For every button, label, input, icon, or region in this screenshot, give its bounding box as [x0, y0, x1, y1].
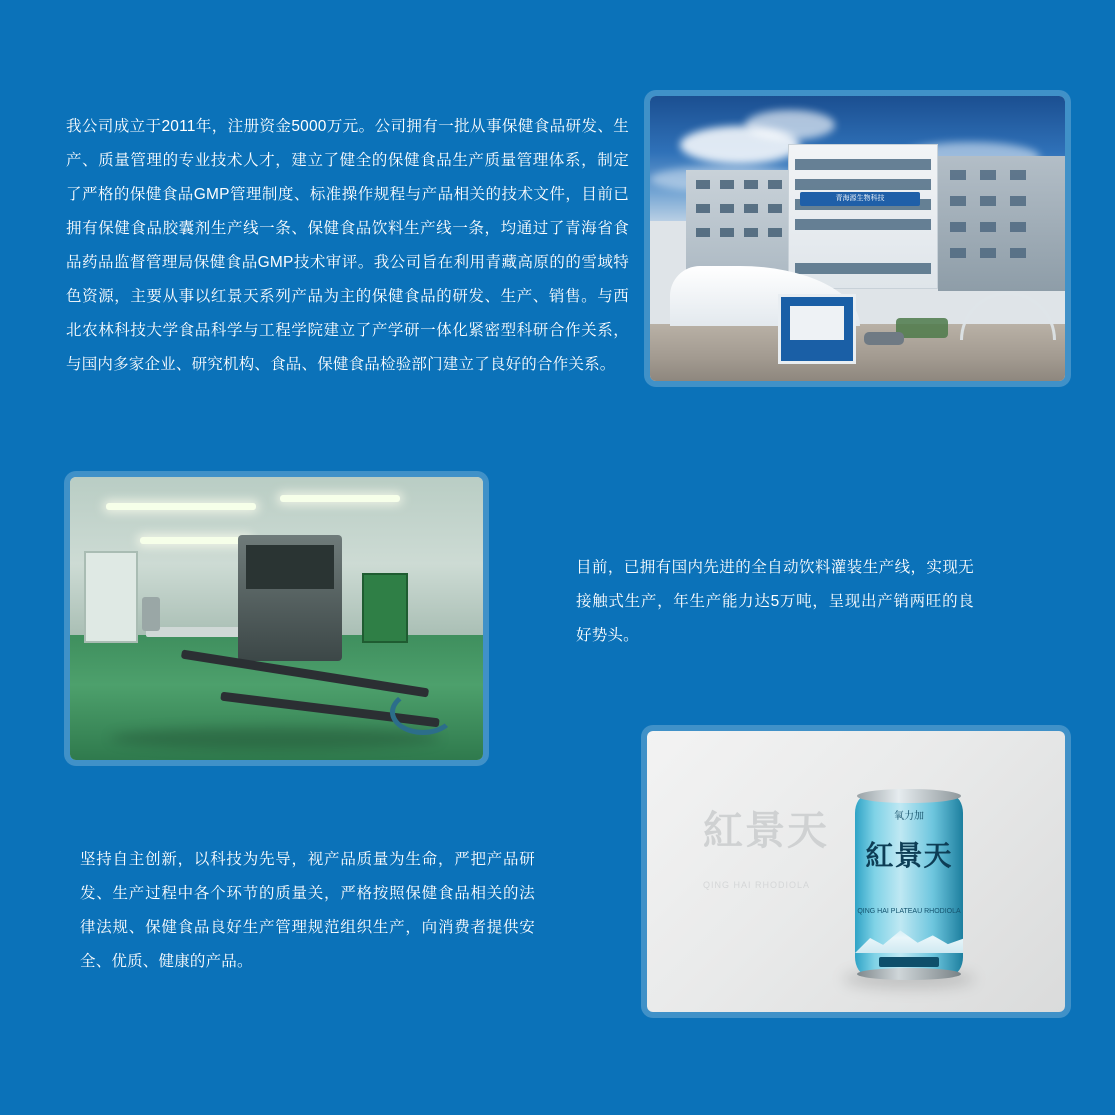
decorative-arch — [960, 292, 1056, 340]
can-top-label: 氧力加 — [894, 811, 924, 822]
brand-watermark — [703, 809, 853, 919]
sterilizer-tank — [238, 535, 342, 661]
small-machine — [142, 597, 160, 631]
coiled-hose — [390, 689, 456, 735]
cloud-shape — [745, 110, 835, 140]
ceiling-light — [140, 537, 250, 544]
brand-watermark-sub: QING HAI RHODIOLA — [703, 880, 811, 890]
can-base — [857, 968, 961, 980]
paragraph-company-intro: 我公司成立于2011年，注册资金5000万元。公司拥有一批从事保健食品研发、生产、质量管理的专业技术人才，建立了健全的保健食品生产质量管理体系，制定了严格的保健食品GMP管理制度、标准操作规程与产品相关的技术文件，目前已拥有保健食品胶囊剂生产线一条、保健食品饮料生产线一条，均通过了青海省食品药品监督管理局保健食品GMP技术审评。我公司旨在利用青藏高原的的雪域特色资源，主要从事以红景天系列产品为主的保健食品的研发、生产、销售。与西北农林科技大学食品科学与工程学院建立了产学研一体化紧密型科研合作关系，与国内多家企业、研究机构、食品、保健食品检验部门建立了良好的合作关系。 — [66, 118, 629, 373]
entrance-kiosk — [778, 294, 856, 364]
can-brand-english: QING HAI PLATEAU RHODIOLA — [857, 908, 961, 915]
paragraph-quality-policy: 坚持自主创新，以科技为先导，视产品质量为生命，严把产品研发、生产过程中各个环节的质量关，严格按照保健食品相关的法律法规、保健食品良好生产管理规范组织生产，向消费者提供安全、优质、健康的产品。 — [80, 851, 535, 970]
parked-car — [864, 332, 904, 345]
control-panel — [362, 573, 408, 643]
workshop-door — [84, 551, 138, 643]
can-lid — [857, 789, 961, 803]
mountain-graphic — [855, 919, 963, 953]
ceiling-light — [106, 503, 256, 510]
beverage-can — [855, 795, 963, 975]
main-building — [788, 144, 938, 289]
building-sign-text: 青海源生物科技 — [835, 195, 885, 202]
product-can-photo — [647, 731, 1065, 1012]
company-building-photo — [650, 96, 1065, 381]
right-building — [938, 156, 1065, 291]
ceiling-light — [280, 495, 400, 502]
brand-watermark-main: 紅景天 — [703, 809, 829, 853]
can-foot-label — [879, 957, 939, 967]
production-workshop-photo — [70, 477, 483, 760]
can-brand-label: 紅景天 — [865, 840, 953, 871]
floor-shadow — [110, 727, 440, 749]
paragraph-production-line: 目前，已拥有国内先进的全自动饮料灌装生产线，实现无接触式生产，年生产能力达5万吨，呈现出产销两旺的良好势头。 — [576, 559, 974, 644]
building-sign — [800, 192, 920, 206]
